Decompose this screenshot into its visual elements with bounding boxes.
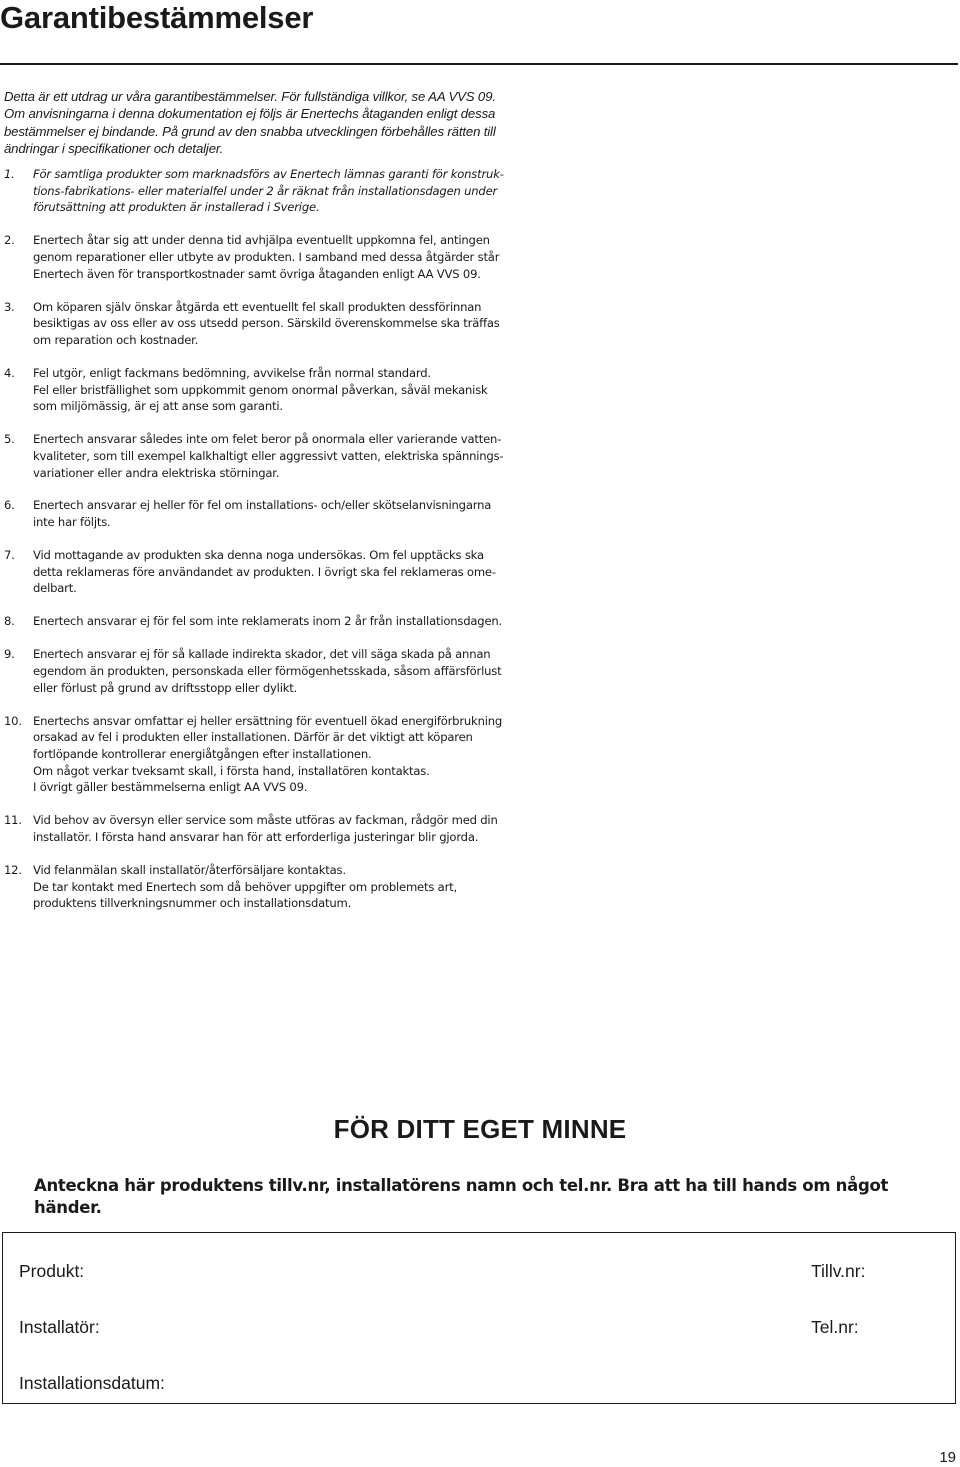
term-line: Vid behov av översyn eller service som måste utföras av fackman, rådgör med din xyxy=(33,813,498,828)
title-divider xyxy=(0,63,958,65)
term-4 xyxy=(4,365,544,415)
term-text xyxy=(33,232,544,282)
term-line: tions-fabrikations- eller materialfel under 2 år räknat från installationsdagen under xyxy=(33,183,498,198)
term-line: produktens tillverkningsnummer och installationsdatum. xyxy=(33,896,352,911)
term-number: 9. xyxy=(4,647,15,662)
term-text xyxy=(33,166,544,216)
term-5 xyxy=(4,431,544,481)
warranty-terms-list xyxy=(4,166,544,928)
term-line: om reparation och kostnader. xyxy=(33,333,199,347)
term-line: eller förlust på grund av driftsstopp eller dylikt. xyxy=(33,680,298,695)
produkt-label: Produkt: xyxy=(19,1261,85,1281)
term-line: genom reparationer eller utbyte av produkten. I samband med dessa åtgärder står xyxy=(33,250,500,264)
term-line: förutsättning att produkten är installerad i Sverige. xyxy=(33,200,320,215)
term-text xyxy=(33,547,544,597)
term-number: 12. xyxy=(4,862,22,877)
term-line: Enertechs ansvar omfattar ej heller ersättning för eventuell ökad energiförbrukning xyxy=(33,713,503,728)
term-text xyxy=(33,299,544,349)
term-line: Enertech ansvarar således inte om felet beror på onormala eller varierande vatten- xyxy=(33,432,502,447)
term-text xyxy=(33,646,544,696)
term-line: Enertech ansvarar ej för så kallade indirekta skador, det vill säga skada på annan xyxy=(33,647,491,662)
term-number: 7. xyxy=(4,548,15,563)
intro-line: ändringar i specifikationer och detaljer. xyxy=(4,140,224,156)
term-text xyxy=(33,812,544,845)
term-6 xyxy=(4,497,544,530)
intro-paragraph xyxy=(4,88,564,157)
term-line: Om köparen själv önskar åtgärda ett eventuellt fel skall produkten dessförinnan xyxy=(33,299,482,314)
term-2 xyxy=(4,232,544,282)
memo-instructions: Anteckna här produktens tillv.nr, installatörens namn och tel.nr. Bra att ha till hands om något händer. xyxy=(34,1176,889,1217)
term-line: Enertech åtar sig att under denna tid avhjälpa eventuellt uppkomna fel, antingen xyxy=(33,233,490,248)
term-number: 10. xyxy=(4,713,22,728)
intro-line: Om anvisningarna i denna dokumentation ej följs är Enertechs åtaganden enligt dessa xyxy=(4,106,496,122)
term-7 xyxy=(4,547,544,597)
term-line: egendom än produkten, personskada eller förmögenhetsskada, såsom affärsförlust xyxy=(33,663,502,678)
term-line: som miljömässig, är ej att anse som garanti. xyxy=(33,399,283,414)
term-text xyxy=(33,613,544,630)
term-line: installatör. I första hand ansvarar han för att erforderliga justeringar blir gjorda. xyxy=(33,829,479,844)
term-line: Enertech ansvarar ej heller för fel om installations- och/eller skötselanvisningarna xyxy=(33,498,492,513)
term-line: delbart. xyxy=(33,581,77,596)
term-number: 6. xyxy=(4,498,15,513)
term-line: variationer eller andra elektriska störningar. xyxy=(33,465,280,480)
term-line: kvaliteter, som till exempel kalkhaltigt eller aggressivt vatten, elektriska spännings- xyxy=(33,448,504,463)
term-number: 2. xyxy=(4,233,15,248)
term-line: Fel utgör, enligt fackmans bedömning, avvikelse från normal standard. xyxy=(33,365,431,380)
term-line: orsakad av fel i produkten eller installationen. Därför är det viktigt att köparen xyxy=(33,730,473,745)
term-line: inte har följts. xyxy=(33,515,111,530)
term-line: Enertech även för transportkostnader samt övriga åtaganden enligt AA VVS 09. xyxy=(33,266,481,281)
term-line: fortlöpande kontrollerar energiåtgången efter installationen. xyxy=(33,746,372,761)
term-8 xyxy=(4,613,544,630)
memo-heading: FÖR DITT EGET MINNE xyxy=(333,1114,627,1144)
term-12 xyxy=(4,862,544,912)
page-title: Garantibestämmelser xyxy=(0,0,314,35)
term-9 xyxy=(4,646,544,696)
term-11 xyxy=(4,812,544,845)
term-text xyxy=(33,497,544,530)
term-number: 4. xyxy=(4,365,15,380)
intro-line: bestämmelser ej bindande. På grund av den snabba utvecklingen förbehålles rätten till xyxy=(4,123,496,139)
term-text xyxy=(33,431,544,481)
term-number: 11. xyxy=(4,813,22,828)
term-number: 8. xyxy=(4,614,15,629)
term-line: Fel eller bristfällighet som uppkommit genom onormal påverkan, såväl mekanisk xyxy=(33,382,488,397)
term-text xyxy=(33,862,544,912)
product-record-box xyxy=(2,1232,956,1404)
term-number: 1. xyxy=(4,167,15,181)
term-3 xyxy=(4,299,544,349)
term-1 xyxy=(4,166,544,216)
page-number: 19 xyxy=(939,1449,956,1466)
term-line: Vid felanmälan skall installatör/återförsäljare kontaktas. xyxy=(33,862,346,877)
term-text xyxy=(33,713,544,797)
installator-label: Installatör: xyxy=(19,1317,100,1337)
term-line: Vid mottagande av produkten ska denna noga undersökas. Om fel upptäcks ska xyxy=(33,548,484,563)
telnr-label: Tel.nr: xyxy=(811,1317,859,1337)
term-number: 5. xyxy=(4,432,15,447)
term-text xyxy=(33,365,544,415)
term-line: detta reklameras före användandet av produkten. I övrigt ska fel reklameras ome- xyxy=(33,564,496,579)
term-line: besiktigas av oss eller av oss utsedd person. Särskild överenskommelse ska träffas xyxy=(33,316,500,331)
intro-line: Detta är ett utdrag ur våra garantibestämmelser. För fullständiga villkor, se AA VVS 09. xyxy=(4,89,496,104)
term-line: Om något verkar tveksamt skall, i första hand, installatören kontaktas. xyxy=(33,763,430,778)
installationsdatum-label: Installationsdatum: xyxy=(19,1373,165,1393)
term-10 xyxy=(4,713,544,797)
term-number: 3. xyxy=(4,299,15,314)
term-line: De tar kontakt med Enertech som då behöver uppgifter om problemets art, xyxy=(33,879,457,894)
tillvnr-label: Tillv.nr: xyxy=(811,1261,866,1281)
term-line: I övrigt gäller bestämmelserna enligt AA VVS 09. xyxy=(33,780,308,795)
term-line: Enertech ansvarar ej för fel som inte reklamerats inom 2 år från installationsdagen. xyxy=(33,614,503,629)
term-line: För samtliga produkter som marknadsförs av Enertech lämnas garanti för konstruk- xyxy=(33,167,504,181)
